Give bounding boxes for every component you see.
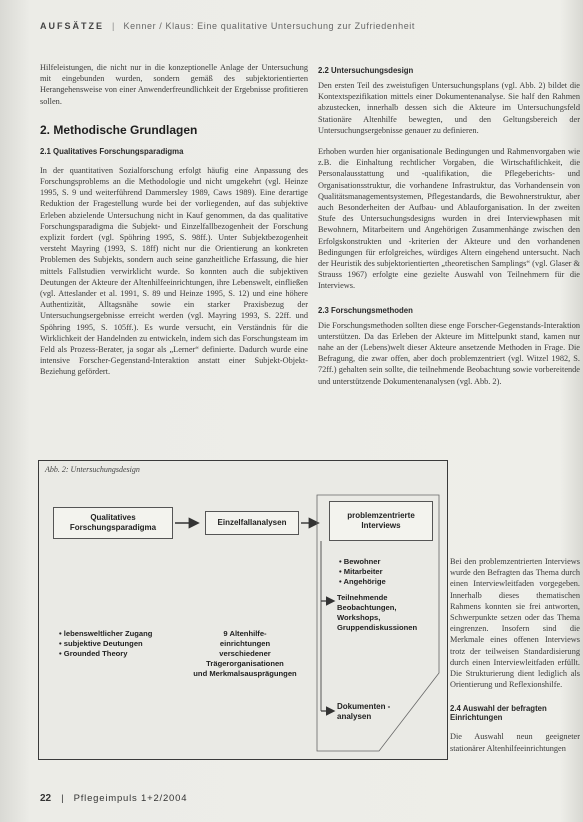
interview-group: • Angehörige bbox=[339, 577, 386, 587]
page-footer bbox=[40, 790, 187, 806]
box-dokumentenanalysen: Dokumenten -analysen bbox=[337, 702, 391, 721]
beobachtung-line: Teilnehmende bbox=[337, 593, 388, 602]
paragraph-interviews: Bei den problemzentrierten Interviews wurde den Befragten das Thema durch einen Interviewleitfaden vorgegeben. Innerhalb dieses thematischen Rahmens konnten sie frei antworten, Schwerpunkte setzen oder das Thema eingrenzen. Insofern sind die Merkmale eines offenen Interviews trotz der teilweisen Standardisierung durch einen Interviewleitfaden erfüllt. Die Strukturierung dient lediglich als Orientierung und Reflexionshilfe. bbox=[450, 557, 580, 690]
beobachtung-text bbox=[337, 593, 417, 633]
list-interview-groups bbox=[339, 557, 386, 587]
subsection-heading-2-2: 2.2 Untersuchungsdesign bbox=[318, 66, 414, 75]
paragraph-2-1: In der quantitativen Sozialforschung erfolgt häufig eine Anpassung des Forschungsproblems an die Methodologie und nicht umgekehrt (vgl. Heinze 1995, S. 9 und weiterführend Dammersley 1989, Caws 1989). Eine derartige Reduktion der Fragestellung wurde bei der vorliegenden, auf das subjektive Erleben abzielende Untersuchung nicht in Kauf genommen, da das qualitative Forschungsparadigma die Subjekt- und Einzelfallbezogenheit der Forschung explizit fordert (vgl. Spöhring 1995, S. 98ff.). Unter Subjektbezogenheit versteht Mayring (1993, S. 18ff) nicht nur die Orientierung an konkreten Problemen des Subjekts, sondern auch seine ganzheitliche Erfassung, die hier mittels Fallstudien verwirklicht wurde. So konnten auch die subjektiven Deutungen der Akteure der Altenhilfeeinrichtungen, ihre Lebenswelt, einfließen (vgl. Atteslander et al. 1991, S. 89 und Heinze 1995, S. 12) und eine höhere Authentizität, Alltagsnähe sowie ein starker Praxisbezug der Untersuchungsergebnisse erreicht werden (vgl. Mayring 1993, S. 22ff. und Spöhring 1995, S. 105ff.). Es wurde versucht, ein Verständnis für die Wirklichkeit der Handelnden zu entwickeln, indem sich das Forschungsteam im Feld als Prozess-Berater, ja sogar als „Lerner“ definierte. Dadurch wurde eine intensive Forscher-Gegenstand-Interaktion anstatt einer Subjekt-Objekt-Beziehung gefördert. bbox=[40, 165, 308, 377]
section-label: AUFSÄTZE bbox=[40, 21, 104, 31]
intro-paragraph: Hilfeleistungen, die nicht nur in die konzeptionelle Anlage der Untersuchung mit eingebunden wurden, sondern gemäß des subjektorientierten Herangehensweise von einer Anwenderfreundlichkeit der Ergebnisse profitieren sollen. bbox=[40, 63, 308, 106]
box-problemzentrierte-interviews: problemzentrierte Interviews bbox=[329, 501, 433, 541]
paragraph-2-3: Die Forschungsmethoden sollten diese enge Forscher-Gegenstands-Interaktion unterstützen. Da das Erleben der Akteure im Mittelpunkt stand, kamen nur nahe an der (Lebens)welt dieser Akteure ansetzende Methoden in Frage. Die Befragung, die zwar offen, aber doch problemzentriert (vgl. Witzel 1982, S. 72ff.) gehalten sein sollte, die teilnehmende Beobachtung sowie vorbereitende und unterstützende Dokumentenanalysen (vgl. Abb. 2). bbox=[318, 320, 580, 386]
einzelfall-line: Trägerorganisationen bbox=[206, 659, 284, 668]
figure-caption: Abb. 2: Untersuchungsdesign bbox=[45, 465, 140, 474]
paragraph-2-2-b: Erhoben wurden hier organisationale Bedingungen und Rahmenvorgaben wie z.B. die Einhaltung rechtlicher Vorgaben, die Wirtschaftlichkeit, die Personalausstattung und -qualifikation, die Pflegeberichts- und Organisationsstruktur, die vorhandene Infrastruktur, das Vorhandensein von Qualitätsmanagementsystemen, Pflegestandards, die Bewohnerstruktur, aber auch Besonderheiten der Aufbau- und Ablauforganisation. In der zweiten Stufe des Untersuchungsdesigns wurden in drei Interviewphasen mit Bewohnern, Mitarbeitern und Angehörigen Zusammenhänge zwischen den Erfolgskonstrukten und -kriterien der Akteure und den vorhandenen Bedingungen für erfolgreiches, würdiges Altern eingehend untersucht. Nach der Heuristik des subjektorientierten „theoretischen Samplings“ (vgl. Glaser & Strauss 1967) erfolgte eine gezielte Auswahl von Teilnehmern für die Interviews. bbox=[318, 147, 580, 291]
einzelfall-line: und Merkmalsausprägungen bbox=[193, 669, 297, 678]
subsection-heading-2-1: 2.1 Qualitatives Forschungsparadigma bbox=[40, 146, 184, 156]
page-number: 22 bbox=[40, 792, 52, 804]
einzelfall-description bbox=[165, 629, 325, 679]
list-paradigma-items bbox=[59, 629, 152, 659]
paragraph-2-4: Die Auswahl neun geeigneter stationärer Altenhilfeeinrichtungen bbox=[450, 732, 580, 753]
paradigma-item: • lebensweltlicher Zugang bbox=[59, 629, 152, 639]
box-einzelfallanalysen: Einzelfallanalysen bbox=[205, 511, 299, 535]
section-heading-methodische-grundlagen: 2. Methodische Grundlagen bbox=[40, 122, 198, 137]
interview-group: • Mitarbeiter bbox=[339, 567, 386, 577]
figure-untersuchungsdesign bbox=[38, 460, 448, 760]
beobachtung-line: Workshops, bbox=[337, 613, 381, 622]
subsection-heading-2-3: 2.3 Forschungsmethoden bbox=[318, 305, 413, 315]
paragraph-2-2-a: Den ersten Teil des zweistufigen Untersuchungsplans (vgl. Abb. 2) bildet die Kontextspezifikation mittels einer Dokumentenanalyse. Sie half den Rahmen abzustecken, innerhalb dessen sich die Akteure im Untersuchungsfeld Stationäre Altenhilfe bewegten, und den Geltungsbereich der Untersuchungsergebnisse genauer zu definieren. bbox=[318, 81, 580, 135]
running-title: Kenner / Klaus: Eine qualitative Untersuchung zur Zufriedenheit bbox=[123, 21, 415, 31]
paradigma-item: • subjektive Deutungen bbox=[59, 639, 152, 649]
journal-name: Pflegeimpuls 1+2/2004 bbox=[73, 792, 188, 804]
left-column bbox=[40, 62, 308, 378]
running-header bbox=[40, 18, 573, 34]
einzelfall-line: 9 Altenhilfe- bbox=[223, 629, 267, 638]
footer-separator: | bbox=[61, 792, 64, 804]
beobachtung-line: Gruppendiskussionen bbox=[337, 623, 418, 632]
beobachtung-line: Beobachtungen, bbox=[337, 603, 397, 612]
narrow-column bbox=[450, 556, 580, 754]
einzelfall-line: einrichtungen bbox=[219, 639, 271, 648]
box-qualitatives-paradigma: Qualitatives Forschungsparadigma bbox=[53, 507, 173, 539]
right-column bbox=[318, 62, 580, 387]
paradigma-item: • Grounded Theory bbox=[59, 649, 152, 659]
interview-group: • Bewohner bbox=[339, 557, 386, 567]
einzelfall-line: verschiedener bbox=[219, 649, 271, 658]
header-separator: | bbox=[112, 21, 116, 31]
subsection-heading-2-4: 2.4 Auswahl der befragten Einrichtungen bbox=[450, 704, 547, 723]
